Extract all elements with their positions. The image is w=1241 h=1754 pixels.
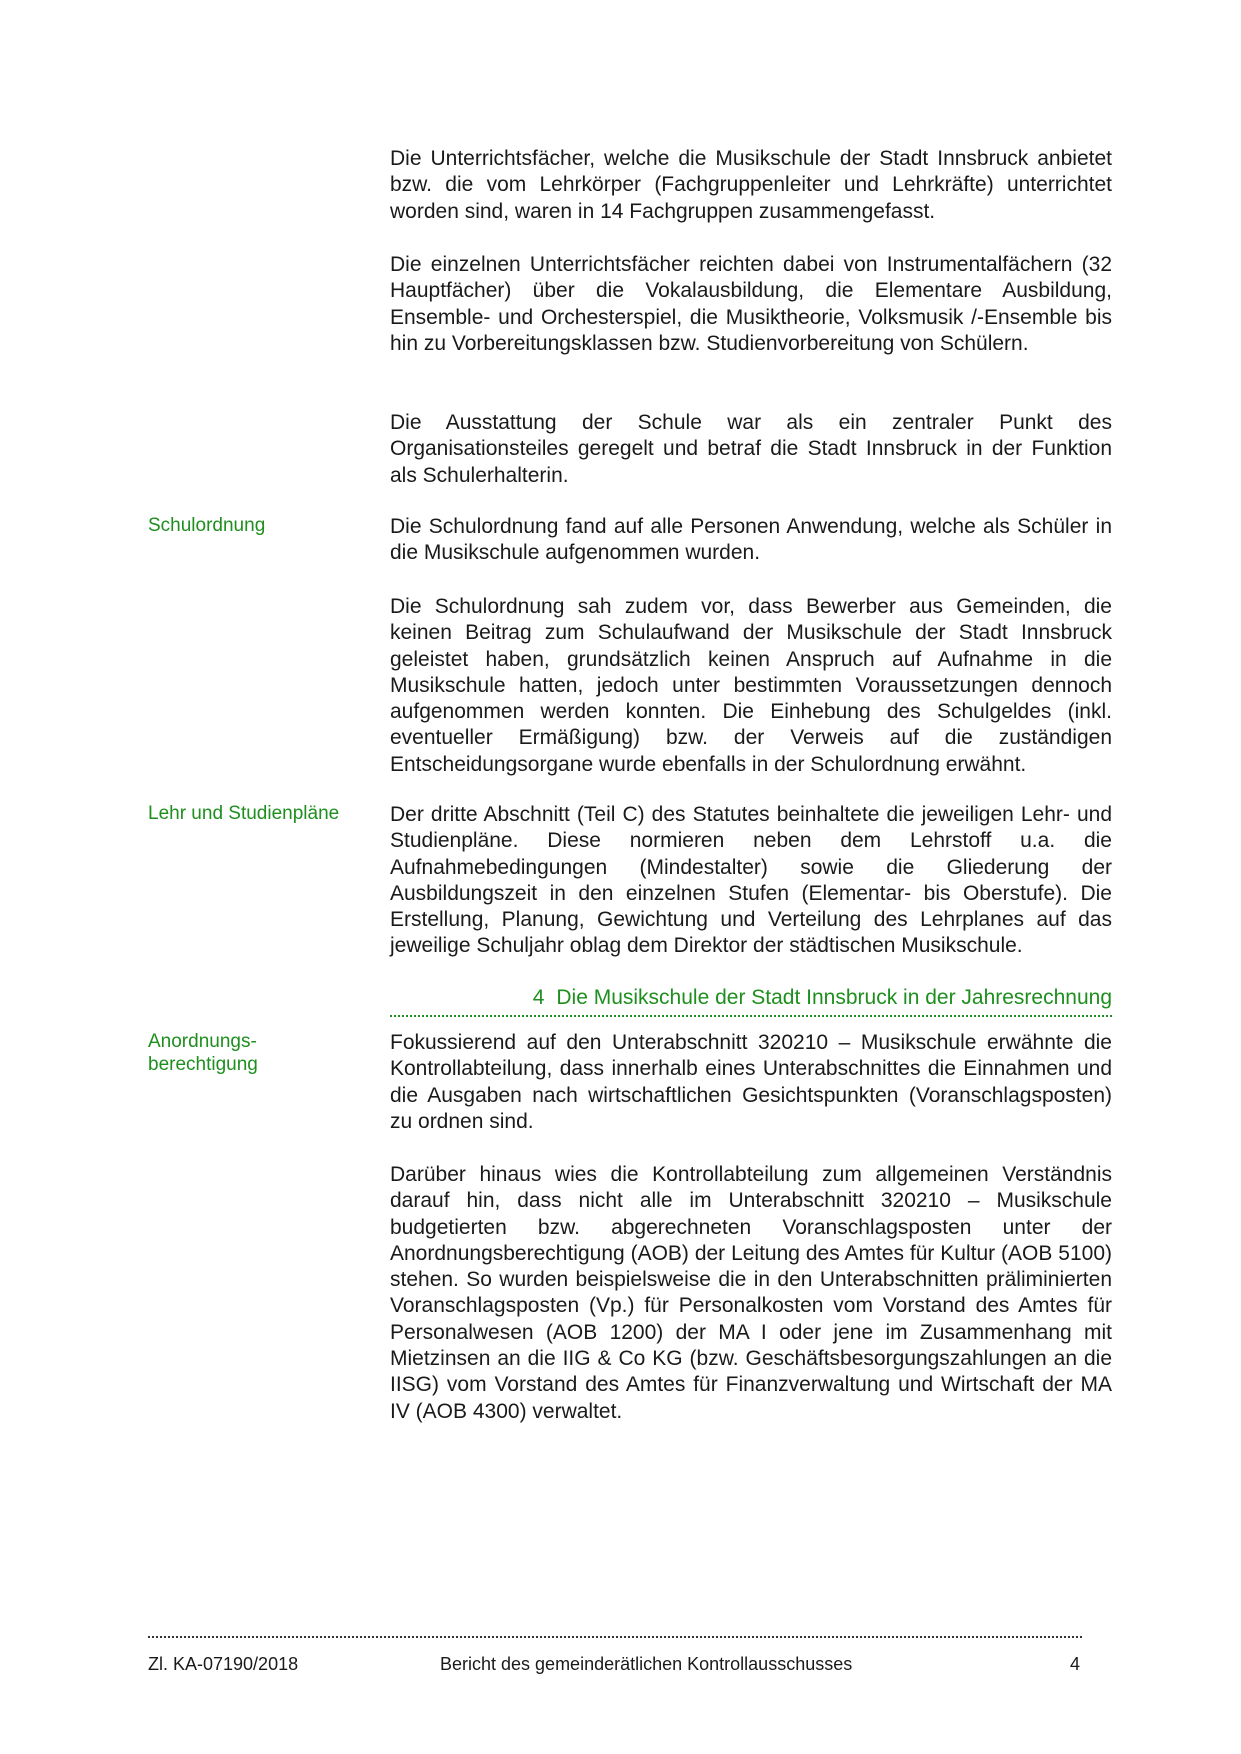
paragraph-text: Die Schulordnung fand auf alle Personen Anwendung, welche als Schüler in die Musikschule aufgenommen wurden. xyxy=(390,515,1112,565)
side-label-lehrplaene: Lehr und Studienpläne xyxy=(148,803,340,824)
paragraph-3 xyxy=(390,410,1112,489)
footer-divider xyxy=(148,1636,1082,1638)
page-number: 4 xyxy=(1070,1654,1081,1674)
side-label-line: berechtigung xyxy=(148,1054,258,1075)
paragraph-2 xyxy=(390,252,1112,357)
footer-title: Bericht des gemeinderätlichen Kontrollausschusses xyxy=(440,1654,853,1674)
section-heading xyxy=(390,985,1112,1017)
paragraph-8 xyxy=(390,1162,1112,1425)
paragraph-5 xyxy=(390,594,1112,778)
paragraph-text: Die Ausstattung der Schule war als ein zentraler Punkt des Organisationsteiles geregelt und betraf die Stadt Innsbruck in der Funktion als Schulerhalterin. xyxy=(390,411,1112,487)
paragraph-text: Der dritte Abschnitt (Teil C) des Statutes beinhaltete die jeweiligen Lehr- und Studienpläne. Diese normieren neben dem Lehrstoff u.a. die Aufnahmebedingungen (Mindestalter) sowie die Gliederung der Ausbildungszeit in den einzelnen Stufen (Elementar- bis Oberstufe). Die Erstellung, Planung, Gewichtung und Verteilung des Lehrplanes auf das jeweilige Schuljahr oblag dem Direktor der städtischen Musikschule. xyxy=(390,803,1112,958)
paragraph-text: Darüber hinaus wies die Kontrollabteilung zum allgemeinen Verständnis darauf hin, dass nicht alle im Unterabschnitt 320210 – Musikschule budgetierten bzw. abgerechneten Voranschlagsposten unter der Anordnungsberechtigung (AOB) der Leitung des Amtes für Kultur (AOB 5100) stehen. So wurden beispielsweise die in den Unterabschnitten präliminierten Voranschlagsposten (Vp.) für Personalkosten vom Vorstand des Amtes für Personalwesen (AOB 1200) der MA I oder jene im Zusammenhang mit Mietzinsen an die IIG & Co KG (bzw. Geschäftsbesorgungszahlungen an die IISG) vom Vorstand des Amtes für Finanzverwaltung und Wirtschaft der MA IV (AOB 4300) verwaltet. xyxy=(390,1163,1112,1423)
side-label-anordnung xyxy=(148,1030,368,1076)
paragraph-6 xyxy=(390,802,1112,960)
side-label-line: Anordnungs- xyxy=(148,1031,257,1052)
section-number: 4 xyxy=(532,986,545,1009)
paragraph-text: Die Unterrichtsfächer, welche die Musikschule der Stadt Innsbruck anbietet bzw. die vom Lehrkörper (Fachgruppenleiter und Lehrkräfte) unterrichtet worden sind, waren in 14 Fachgruppen zusammengefasst. xyxy=(390,147,1112,223)
paragraph-4 xyxy=(390,514,1112,567)
footer-reference: Zl. KA-07190/2018 xyxy=(148,1654,299,1674)
paragraph-text: Die Schulordnung sah zudem vor, dass Bewerber aus Gemeinden, die keinen Beitrag zum Schulaufwand der Musikschule der Stadt Innsbruck geleistet haben, grundsätzlich keinen Anspruch auf Aufnahme in die Musikschule hatten, jedoch unter bestimmten Voraussetzungen dennoch aufgenommen werden konnten. Die Einhebung des Schulgeldes (inkl. eventueller Ermäßigung) bzw. der Verweis auf die zuständigen Entscheidungsorgane wurde ebenfalls in der Schulordnung erwähnt. xyxy=(390,595,1112,776)
paragraph-1 xyxy=(390,146,1112,225)
paragraph-text: Die einzelnen Unterrichtsfächer reichten dabei von Instrumentalfächern (32 Hauptfächer) über die Vokalausbildung, die Elementare Ausbildung, Ensemble- und Orchesterspiel, die Musiktheorie, Volksmusik /-Ensemble bis hin zu Vorbereitungsklassen bzw. Studienvorbereitung von Schülern. xyxy=(390,253,1112,355)
paragraph-text: Fokussierend auf den Unterabschnitt 320210 – Musikschule erwähnte die Kontrollabteilung, dass innerhalb eines Unterabschnittes die Einnahmen und die Ausgaben nach wirtschaftlichen Gesichtspunkten (Voranschlagsposten) zu ordnen sind. xyxy=(390,1031,1112,1133)
side-label-schulordnung: Schulordnung xyxy=(148,515,266,536)
paragraph-7 xyxy=(390,1030,1112,1135)
section-title: Die Musikschule der Stadt Innsbruck in der Jahresrechnung xyxy=(556,986,1112,1009)
